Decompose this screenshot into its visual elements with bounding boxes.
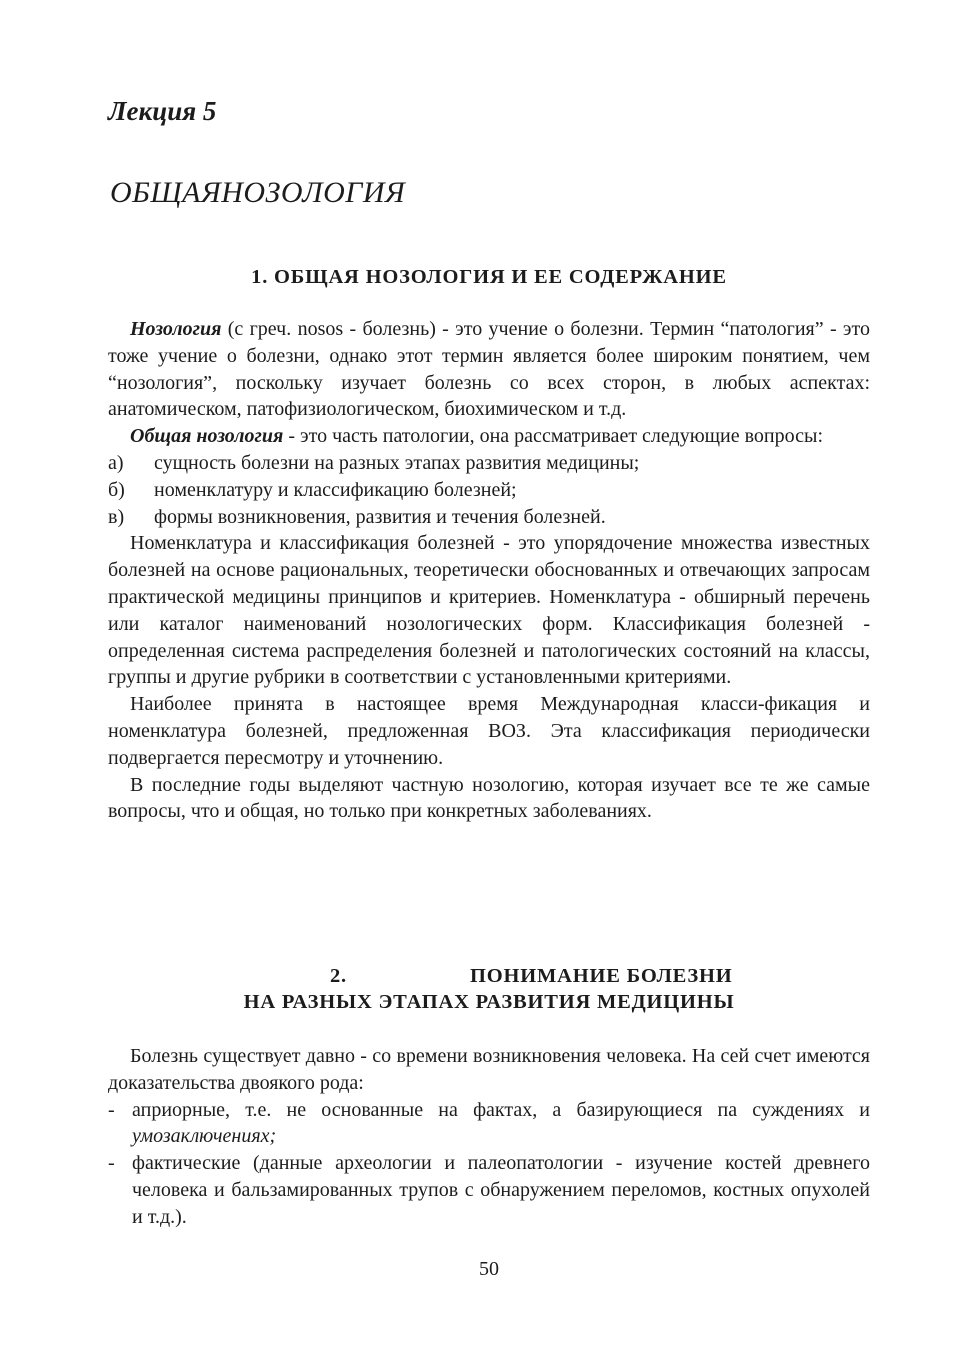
- paragraph-who-classification: Наиболее принята в настоящее время Международная класси-фикация и номенклатура болезней, предложенная ВОЗ. Эта классификация периодически подвергается пересмотру и уточнению.: [108, 693, 870, 769]
- list-marker: а): [108, 451, 124, 474]
- list-item-text: формы возникновения, развития и течения болезней.: [154, 505, 606, 528]
- list-marker: б): [108, 478, 125, 501]
- list-item-text: фактические (данные археологии и палеопатологии - изучение костей древнего человека и бальзамированных трупов с обнаружением переломов, костных опухолей и т.д.).: [132, 1152, 870, 1228]
- list-item: [108, 1097, 870, 1151]
- section-2-heading-line-1: ПОНИМАНИЕ БОЛЕЗНИ: [470, 965, 733, 987]
- term-nosology: Нозология: [130, 318, 222, 340]
- paragraph-private-nosology: В последние годы выделяют частную нозологию, которая изучает все те же самые вопросы, что и общая, но только при конкретных заболеваниях.: [108, 773, 870, 823]
- list-item: [108, 450, 870, 477]
- section-1-body: [108, 316, 870, 825]
- list-item: [108, 477, 870, 504]
- list-item: [108, 1150, 870, 1230]
- paragraph-disease-history: Болезнь существует давно - со времени возникновения человека. На сей счет имеются доказательства двоякого рода:: [108, 1045, 870, 1094]
- paragraph-nomenclature: Номенклатура и классификация болезней - это упорядочение множества известных болезней на основе рациональных, теоретически обоснованных и отвечающих запросам практической медицины принципов и критериев. Номенклатура - обширный перечень или каталог наименований нозологических форм. Классификация болезней - определенная система распределения болезней и патологических состояний на классы, группы и другие рубрики в соответствии с установленными критериями.: [108, 532, 870, 689]
- term-general-nosology: Общая нозология: [130, 425, 284, 448]
- lecture-title: ОБЩАЯНОЗОЛОГИЯ: [110, 176, 406, 209]
- list-marker: в): [108, 505, 125, 528]
- section-2-body: [108, 1043, 870, 1231]
- questions-list: [108, 450, 870, 530]
- list-item-text: сущность болезни на разных этапах развития медицины;: [154, 451, 640, 474]
- paragraph-nosology: [108, 316, 870, 423]
- document-page: [108, 0, 870, 1350]
- list-item-text: априорные, т.е. не основанные на фактах, а базирующиеся па суждениях и: [132, 1098, 870, 1121]
- section-2-heading: [108, 963, 870, 1015]
- paragraph-text: (с греч. nosos - болезнь) - это учение о болезни. Термин “патология” - это тоже учение о болезни, однако этот термин является более широким понятием, чем “нозология”, поскольку изучает болезнь со всех сторон, в любых аспектах: анатомическом, патофизиологическом, биохимическом и т.д.: [108, 318, 870, 421]
- lecture-label: Лекция 5: [108, 96, 217, 126]
- paragraph-general-nosology: [108, 423, 870, 450]
- list-item-text: номенклатуру и классификацию болезней;: [154, 478, 517, 501]
- section-2-number: 2.: [330, 965, 347, 987]
- list-marker: -: [108, 1152, 115, 1175]
- list-item-italic-text: умозаключениях;: [132, 1125, 277, 1148]
- paragraph-text: - это часть патологии, она рассматривает следующие вопросы:: [283, 425, 824, 448]
- page-number: 50: [479, 1258, 499, 1280]
- evidence-list: [108, 1097, 870, 1231]
- section-2-heading-line-2: НА РАЗНЫХ ЭТАПАХ РАЗВИТИЯ МЕДИЦИНЫ: [243, 991, 735, 1013]
- section-1-heading: 1. ОБЩАЯ НОЗОЛОГИЯ И ЕЕ СОДЕРЖАНИЕ: [251, 266, 727, 288]
- section-2-heading-row: [108, 963, 870, 989]
- list-marker: -: [108, 1098, 115, 1121]
- list-item: [108, 504, 870, 531]
